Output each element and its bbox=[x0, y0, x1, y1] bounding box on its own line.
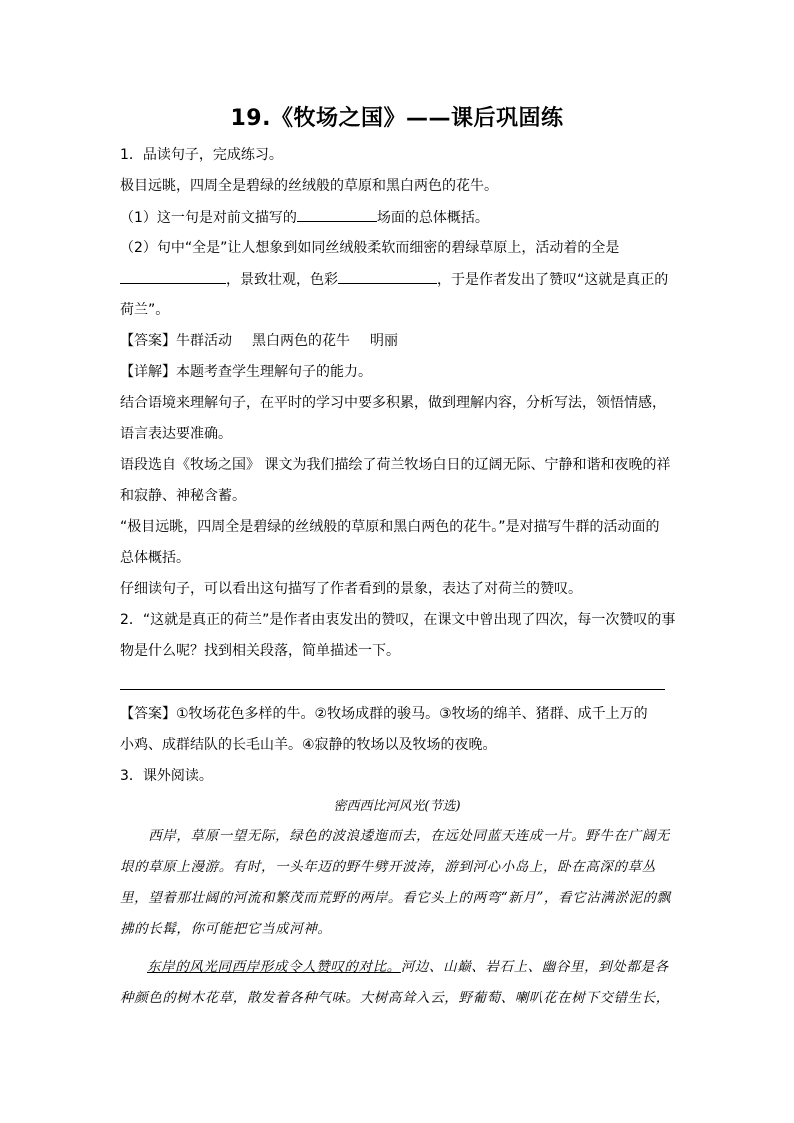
fill-in-blank-3[interactable] bbox=[338, 269, 437, 284]
question-1-sub-1 bbox=[120, 207, 489, 228]
question-2-line-2: 物是什么呢？找到相关段落，简单描述一下。 bbox=[120, 643, 400, 659]
question-1-heading: 1．品读句子，完成练习。 bbox=[120, 147, 283, 163]
detail-paragraph-2-line-1: 语段选自《牧场之国》 课文为我们描绘了荷兰牧场白日的辽阔无际、宁静和谐和夜晚的祥 bbox=[120, 457, 671, 473]
question-1-answer bbox=[120, 331, 398, 351]
sub-2-text-mid: ，景致壮观，色彩 bbox=[226, 272, 338, 288]
detail-first-sentence: 本题考查学生理解句子的能力。 bbox=[176, 364, 372, 380]
paragraph-2-rest: 河边、山巅、岩石上、幽谷里，到处都是各 bbox=[400, 959, 669, 975]
answer-item-3: 明丽 bbox=[370, 333, 398, 349]
detail-label: 【详解】 bbox=[120, 364, 176, 380]
passage-paragraph-1-line-4: 拂的长髯，你可能把它当成河神。 bbox=[120, 921, 332, 937]
detail-paragraph-1-line-1: 结合语境来理解句子，在平时的学习中要多积累，做到理解内容，分析写法，领悟情感， bbox=[120, 395, 666, 411]
detail-paragraph-1-line-2: 语言表达要准确。 bbox=[120, 426, 232, 442]
question-1-sub-2-line-1: （2）句中“全是”让人想象到如同丝绒般柔软而细密的碧绿草原上，活动着的全是 bbox=[120, 240, 620, 256]
detail-paragraph-3-line-2: 总体概括。 bbox=[120, 550, 190, 566]
answer-item-1: 牛群活动 bbox=[176, 333, 232, 349]
reading-passage-title: 密西西比河风光(节选) bbox=[333, 799, 461, 814]
question-2-line-1: 2．“这就是真正的荷兰”是作者由衷发出的赞叹，在课文中曾出现了四次，每一次赞叹的事 bbox=[120, 612, 676, 628]
underlined-sentence: 东岸的风光同西岸形成令人赞叹的对比。 bbox=[147, 959, 401, 975]
passage-paragraph-1-line-2: 垠的草原上漫游。有时，一头年迈的野牛劈开波涛，游到河心小岛上，卧在高深的草丛 bbox=[120, 859, 656, 875]
question-1-sub-2-line-3: 荷兰”。 bbox=[120, 302, 170, 318]
question-1-detail bbox=[120, 362, 372, 382]
answer-writing-line[interactable] bbox=[120, 689, 665, 690]
fill-in-blank-2[interactable] bbox=[120, 269, 226, 284]
answer-text: ①牧场花色多样的牛。②牧场成群的骏马。③牧场的绵羊、猪群、成千上万的 bbox=[176, 706, 648, 722]
sub-2-text-end: ，于是作者发出了赞叹“这就是真正的 bbox=[437, 272, 669, 288]
question-2-answer-line-1 bbox=[120, 704, 648, 724]
passage-paragraph-1-line-3: 里，望着那壮阔的河流和繁茂而荒野的两岸。看它头上的两弯“新月”，看它沾满淤泥的飘 bbox=[120, 890, 671, 906]
detail-paragraph-2-line-2: 和寂静、神秘含蓄。 bbox=[120, 488, 246, 504]
passage-paragraph-2-line-2: 种颜色的树木花草，散发着各种气味。大树高耸入云，野葡萄、喇叭花在树下交错生长， bbox=[120, 990, 670, 1006]
sub-1-text-after: 场面的总体概括。 bbox=[376, 210, 489, 226]
passage-paragraph-2-line-1 bbox=[120, 957, 680, 977]
passage-paragraph-1-line-1: 西岸，草原一望无际，绿色的波浪逶迤而去，在远处同蓝天连成一片。野牛在广阔无 bbox=[120, 828, 670, 844]
detail-paragraph-3-line-1: “极目远眺，四周全是碧绿的丝绒般的草原和黑白两色的花牛。”是对描写牛群的活动面的 bbox=[120, 519, 660, 535]
question-1-quote: 极目远眺，四周全是碧绿的丝绒般的草原和黑白两色的花牛。 bbox=[120, 178, 498, 194]
question-2-answer-line-2: 小鸡、成群结队的长毛山羊。④寂静的牧场以及牧场的夜晚。 bbox=[120, 737, 497, 753]
question-1-sub-2-line-2 bbox=[120, 269, 668, 290]
answer-label: 【答案】 bbox=[120, 706, 176, 722]
question-3-heading: 3．课外阅读。 bbox=[120, 768, 213, 784]
answer-label: 【答案】 bbox=[120, 333, 176, 349]
page-title: 19.《牧场之国》——课后巩固练 bbox=[230, 106, 564, 131]
detail-paragraph-4: 仔细读句子，可以看出这句描写了作者看到的景象，表达了对荷兰的赞叹。 bbox=[120, 581, 582, 597]
fill-in-blank-1[interactable] bbox=[297, 207, 377, 222]
answer-item-2: 黑白两色的花牛 bbox=[252, 333, 350, 349]
sub-1-text-before: （1）这一句是对前文描写的 bbox=[120, 210, 297, 226]
